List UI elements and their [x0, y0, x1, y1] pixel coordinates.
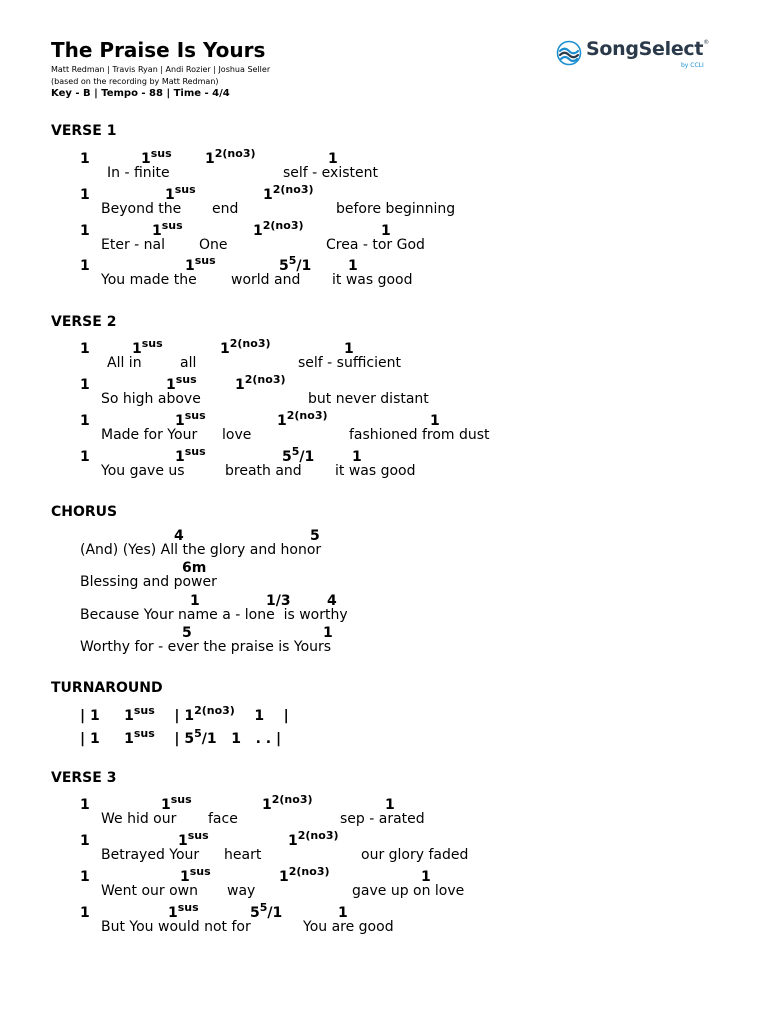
chord: $1^{sus}$ — [175, 445, 206, 465]
chord: 1 — [80, 413, 90, 429]
chord: $1^{2(no3)}$ — [253, 219, 304, 239]
lyric: You gave us — [101, 463, 185, 479]
lyric: Crea - tor God — [326, 237, 425, 253]
chord: 1 — [80, 797, 90, 813]
logo-tagline: by CCLI — [681, 62, 704, 69]
section-verse-1: VERSE 1 — [51, 123, 117, 139]
chord: 4 — [327, 593, 337, 609]
chord: $1^{2(no3)}$ — [235, 373, 286, 393]
lyric: it was good — [332, 272, 413, 288]
logo-wordmark: SongSelect® — [586, 38, 709, 60]
chord: $5^5/1$ — [279, 254, 312, 274]
lyric: So high above — [101, 391, 201, 407]
chord: 1 — [421, 869, 431, 885]
lyric: (And) (Yes) All the glory and honor — [80, 542, 322, 558]
chord: $1^{sus}$ — [152, 219, 183, 239]
lyric: before beginning — [336, 201, 456, 217]
lyric: gave up on love — [352, 883, 465, 899]
chord: $1^{2(no3)}$ — [262, 793, 313, 813]
lyric: love — [222, 427, 252, 443]
recording-note: (based on the recording by Matt Redman) — [51, 77, 219, 86]
chord: 1 — [80, 449, 90, 465]
chord: 1 — [338, 905, 348, 921]
lyric: Because Your name a - lone is worthy — [80, 607, 348, 623]
lyric: We hid our — [101, 811, 177, 827]
lyric: Beyond the — [101, 201, 182, 217]
lyric: way — [227, 883, 256, 899]
chord: 1 — [381, 223, 391, 239]
song-authors: Matt Redman | Travis Ryan | Andi Rozier | Joshua Seller — [51, 65, 271, 74]
lyric: fashioned from dust — [349, 427, 490, 443]
chord: $1^{sus}$ — [168, 901, 199, 921]
lyric: face — [208, 811, 238, 827]
lyric: Went our own — [101, 883, 198, 899]
section-verse-3: VERSE 3 — [51, 770, 117, 786]
lyric: but never distant — [308, 391, 429, 407]
chord: 1 — [328, 151, 338, 167]
chord: $1^{sus}$ — [165, 183, 196, 203]
lyric: Worthy for - ever the praise is Yours — [80, 639, 332, 655]
chord: $1^{sus}$ — [132, 337, 163, 357]
chord: $1^{sus}$ — [141, 147, 172, 167]
chord: 4 — [174, 528, 184, 544]
chord: $1^{sus}$ — [161, 793, 192, 813]
songselect-logo — [556, 38, 716, 74]
lyric: You made the — [101, 272, 197, 288]
chord: 1 — [80, 187, 90, 203]
section-turnaround: TURNAROUND — [51, 680, 163, 696]
chord: $5^5/1$ — [282, 445, 315, 465]
chord: 1 — [323, 625, 333, 641]
chord: 5 — [182, 625, 192, 641]
lyric: self - sufficient — [298, 355, 401, 371]
chord: 1/3 — [266, 593, 291, 609]
key-tempo-time: Key - B | Tempo - 88 | Time - 4/4 — [51, 88, 230, 99]
chord: 1 — [348, 258, 358, 274]
lyric: our glory faded — [361, 847, 469, 863]
chord: 1 — [352, 449, 362, 465]
chord: 1 — [80, 341, 90, 357]
chord: 1 — [80, 377, 90, 393]
lyric: One — [199, 237, 228, 253]
chord: 1 — [80, 151, 90, 167]
chord: 1 — [190, 593, 200, 609]
chord: $1^{2(no3)}$ — [220, 337, 271, 357]
chord: 1 — [385, 797, 395, 813]
chord: $1^{2(no3)}$ — [288, 829, 339, 849]
chord: 1 — [430, 413, 440, 429]
chord: 1 — [344, 341, 354, 357]
lyric: world and — [231, 272, 301, 288]
lyric: In - finite — [107, 165, 170, 181]
lyric: You are good — [303, 919, 394, 935]
lyric: Made for Your — [101, 427, 198, 443]
chord: $1^{2(no3)}$ — [205, 147, 256, 167]
song-title: The Praise Is Yours — [51, 38, 266, 62]
chord: $1^{sus}$ — [180, 865, 211, 885]
lyric: breath and — [225, 463, 302, 479]
chord: $1^{sus}$ — [178, 829, 209, 849]
chord: $1^{2(no3)}$ — [277, 409, 328, 429]
turnaround-line-1: | 1 $1^{sus}$ | $1^{2(no3)}$ 1 | — [80, 704, 289, 724]
section-chorus: CHORUS — [51, 504, 118, 520]
chord: $1^{sus}$ — [166, 373, 197, 393]
lyric: it was good — [335, 463, 416, 479]
lyric: all — [180, 355, 197, 371]
songselect-waves-icon — [556, 40, 582, 66]
chord: $5^5/1$ — [250, 901, 283, 921]
lyric: All in — [107, 355, 142, 371]
chord: 1 — [80, 223, 90, 239]
chord: 1 — [80, 905, 90, 921]
lyric: heart — [224, 847, 262, 863]
lyric: Blessing and power — [80, 574, 217, 590]
chord: 5 — [310, 528, 320, 544]
chord: 1 — [80, 869, 90, 885]
chord: $1^{sus}$ — [175, 409, 206, 429]
lyric: But You would not for — [101, 919, 251, 935]
turnaround-line-2: | 1 $1^{sus}$ | $5^5/1$ 1 . . | — [80, 727, 282, 747]
lyric: self - existent — [283, 165, 378, 181]
lyric: end — [212, 201, 239, 217]
chord: $1^{sus}$ — [185, 254, 216, 274]
lyric: Betrayed Your — [101, 847, 200, 863]
section-verse-2: VERSE 2 — [51, 314, 117, 330]
lyric: sep - arated — [340, 811, 425, 827]
chord: 6m — [182, 560, 207, 576]
chord: 1 — [80, 258, 90, 274]
chord: $1^{2(no3)}$ — [279, 865, 330, 885]
chord: 1 — [80, 833, 90, 849]
chord: $1^{2(no3)}$ — [263, 183, 314, 203]
lyric: Eter - nal — [101, 237, 165, 253]
